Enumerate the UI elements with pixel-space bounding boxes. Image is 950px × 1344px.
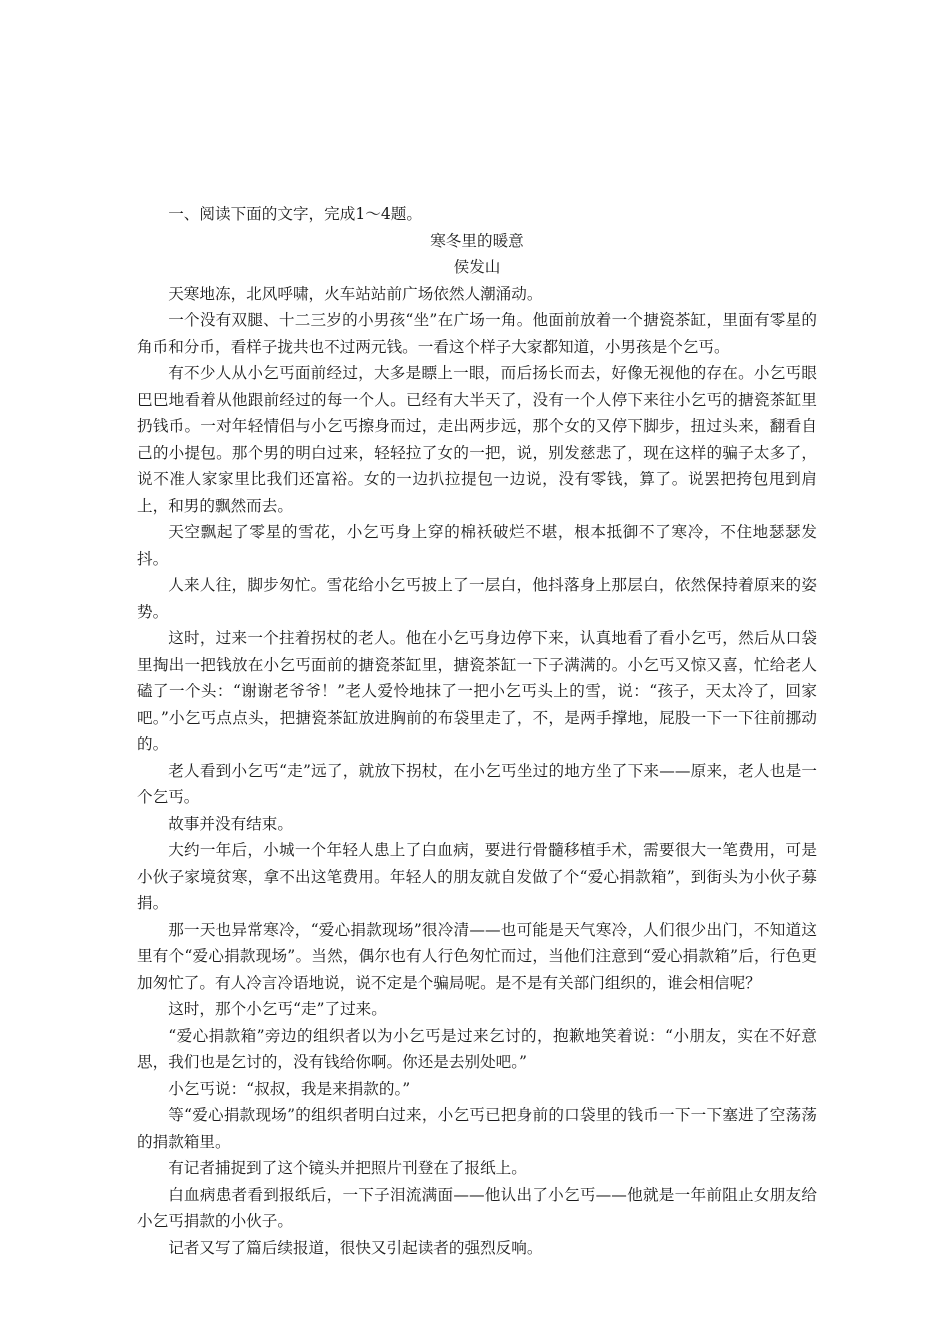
article-title: 寒冬里的暖意 — [430, 231, 524, 250]
article-paragraph: 记者又写了篇后续报道，很快又引起读者的强烈反响。 — [168, 1238, 543, 1257]
article-author: 侯发山 — [453, 258, 501, 276]
section-heading: 一、阅读下面的文字，完成1～4题。 — [168, 205, 422, 223]
article-paragraph: 等“爱心捐款现场”的组织者明白过来，小乞丐已把身前的口袋里的钱币一下一下塞进了空荡荡的捐款箱里。 — [137, 1106, 817, 1151]
article-paragraph: 白血病患者看到报纸后，一下子泪流满面——他认出了小乞丐——他就是一年前阻止女朋友给小乞丐捐款的小伙子。 — [137, 1185, 817, 1230]
article-paragraph: 天空飘起了零星的雪花，小乞丐身上穿的棉袄破烂不堪，根本抵御不了寒冷，不住地瑟瑟发抖。 — [137, 523, 817, 568]
article-paragraph: 一个没有双腿、十二三岁的小男孩“坐”在广场一角。他面前放着一个搪瓷茶缸，里面有零星的角币和分币，看样子拢共也不过两元钱。一看这个样子大家都知道，小男孩是个乞丐。 — [137, 311, 817, 356]
article-paragraph: 这时，那个小乞丐“走”了过来。 — [168, 1000, 387, 1018]
document-content — [137, 201, 817, 1261]
article-paragraph: “爱心捐款箱”旁边的组织者以为小乞丐是过来乞讨的，抱歉地笑着说：“小朋友，实在不好意思，我们也是乞讨的，没有钱给你啊。你还是去别处吧。” — [137, 1026, 817, 1071]
article-paragraph: 天寒地冻，北风呼啸，火车站站前广场依然人潮涌动。 — [168, 284, 543, 303]
article-paragraph: 故事并没有结束。 — [168, 814, 293, 833]
article-paragraph: 大约一年后，小城一个年轻人患上了白血病，要进行骨髓移植手术，需要很大一笔费用，可是小伙子家境贫寒，拿不出这笔费用。年轻人的朋友就自发做了个“爱心捐款箱”，到街头为小伙子募捐。 — [137, 841, 817, 912]
article-paragraph: 人来人往，脚步匆忙。雪花给小乞丐披上了一层白，他抖落身上那层白，依然保持着原来的姿势。 — [137, 576, 817, 621]
article-paragraph: 小乞丐说：“叔叔，我是来捐款的。” — [168, 1079, 411, 1098]
article-paragraph: 老人看到小乞丐“走”远了，就放下拐杖，在小乞丐坐过的地方坐了下来——原来，老人也是一个乞丐。 — [137, 761, 817, 806]
article-paragraph: 有记者捕捉到了这个镜头并把照片刊登在了报纸上。 — [168, 1159, 527, 1177]
article-paragraph: 那一天也异常寒冷，“爱心捐款现场”很冷清——也可能是天气寒冷，人们很少出门，不知道这里有个“爱心捐款现场”。当然，偶尔也有人行色匆忙而过，当他们注意到“爱心捐款箱”后，行色更加匆忙了。有人冷言冷语地说，说不定是个骗局呢。是不是有关部门组织的，谁会相信呢？ — [137, 920, 817, 992]
article-paragraph: 有不少人从小乞丐面前经过，大多是瞟上一眼，而后扬长而去，好像无视他的存在。小乞丐眼巴巴地看着从他跟前经过的每一个人。已经有大半天了，没有一个人停下来往小乞丐的搪瓷茶缸里扔钱币。一对年轻情侣与小乞丐擦身而过，走出两步远，那个女的又停下脚步，扭过头来，翻看自己的小提包。那个男的明白过来，轻轻拉了女的一把，说，别发慈悲了，现在这样的骗子太多了，说不准人家家里比我们还富裕。女的一边扒拉提包一边说，没有零钱，算了。说罢把挎包甩到肩上，和男的飘然而去。 — [137, 364, 817, 515]
article-paragraph: 这时，过来一个拄着拐杖的老人。他在小乞丐身边停下来，认真地看了看小乞丐，然后从口袋里掏出一把钱放在小乞丐面前的搪瓷茶缸里，搪瓷茶缸一下子满满的。小乞丐又惊又喜，忙给老人磕了一个头：“谢谢老爷爷！”老人爱怜地抹了一把小乞丐头上的雪，说：“孩子，天太冷了，回家吧。”小乞丐点点头，把搪瓷茶缸放进胸前的布袋里走了，不，是两手撑地，屁股一下一下往前挪动的。 — [137, 629, 817, 753]
